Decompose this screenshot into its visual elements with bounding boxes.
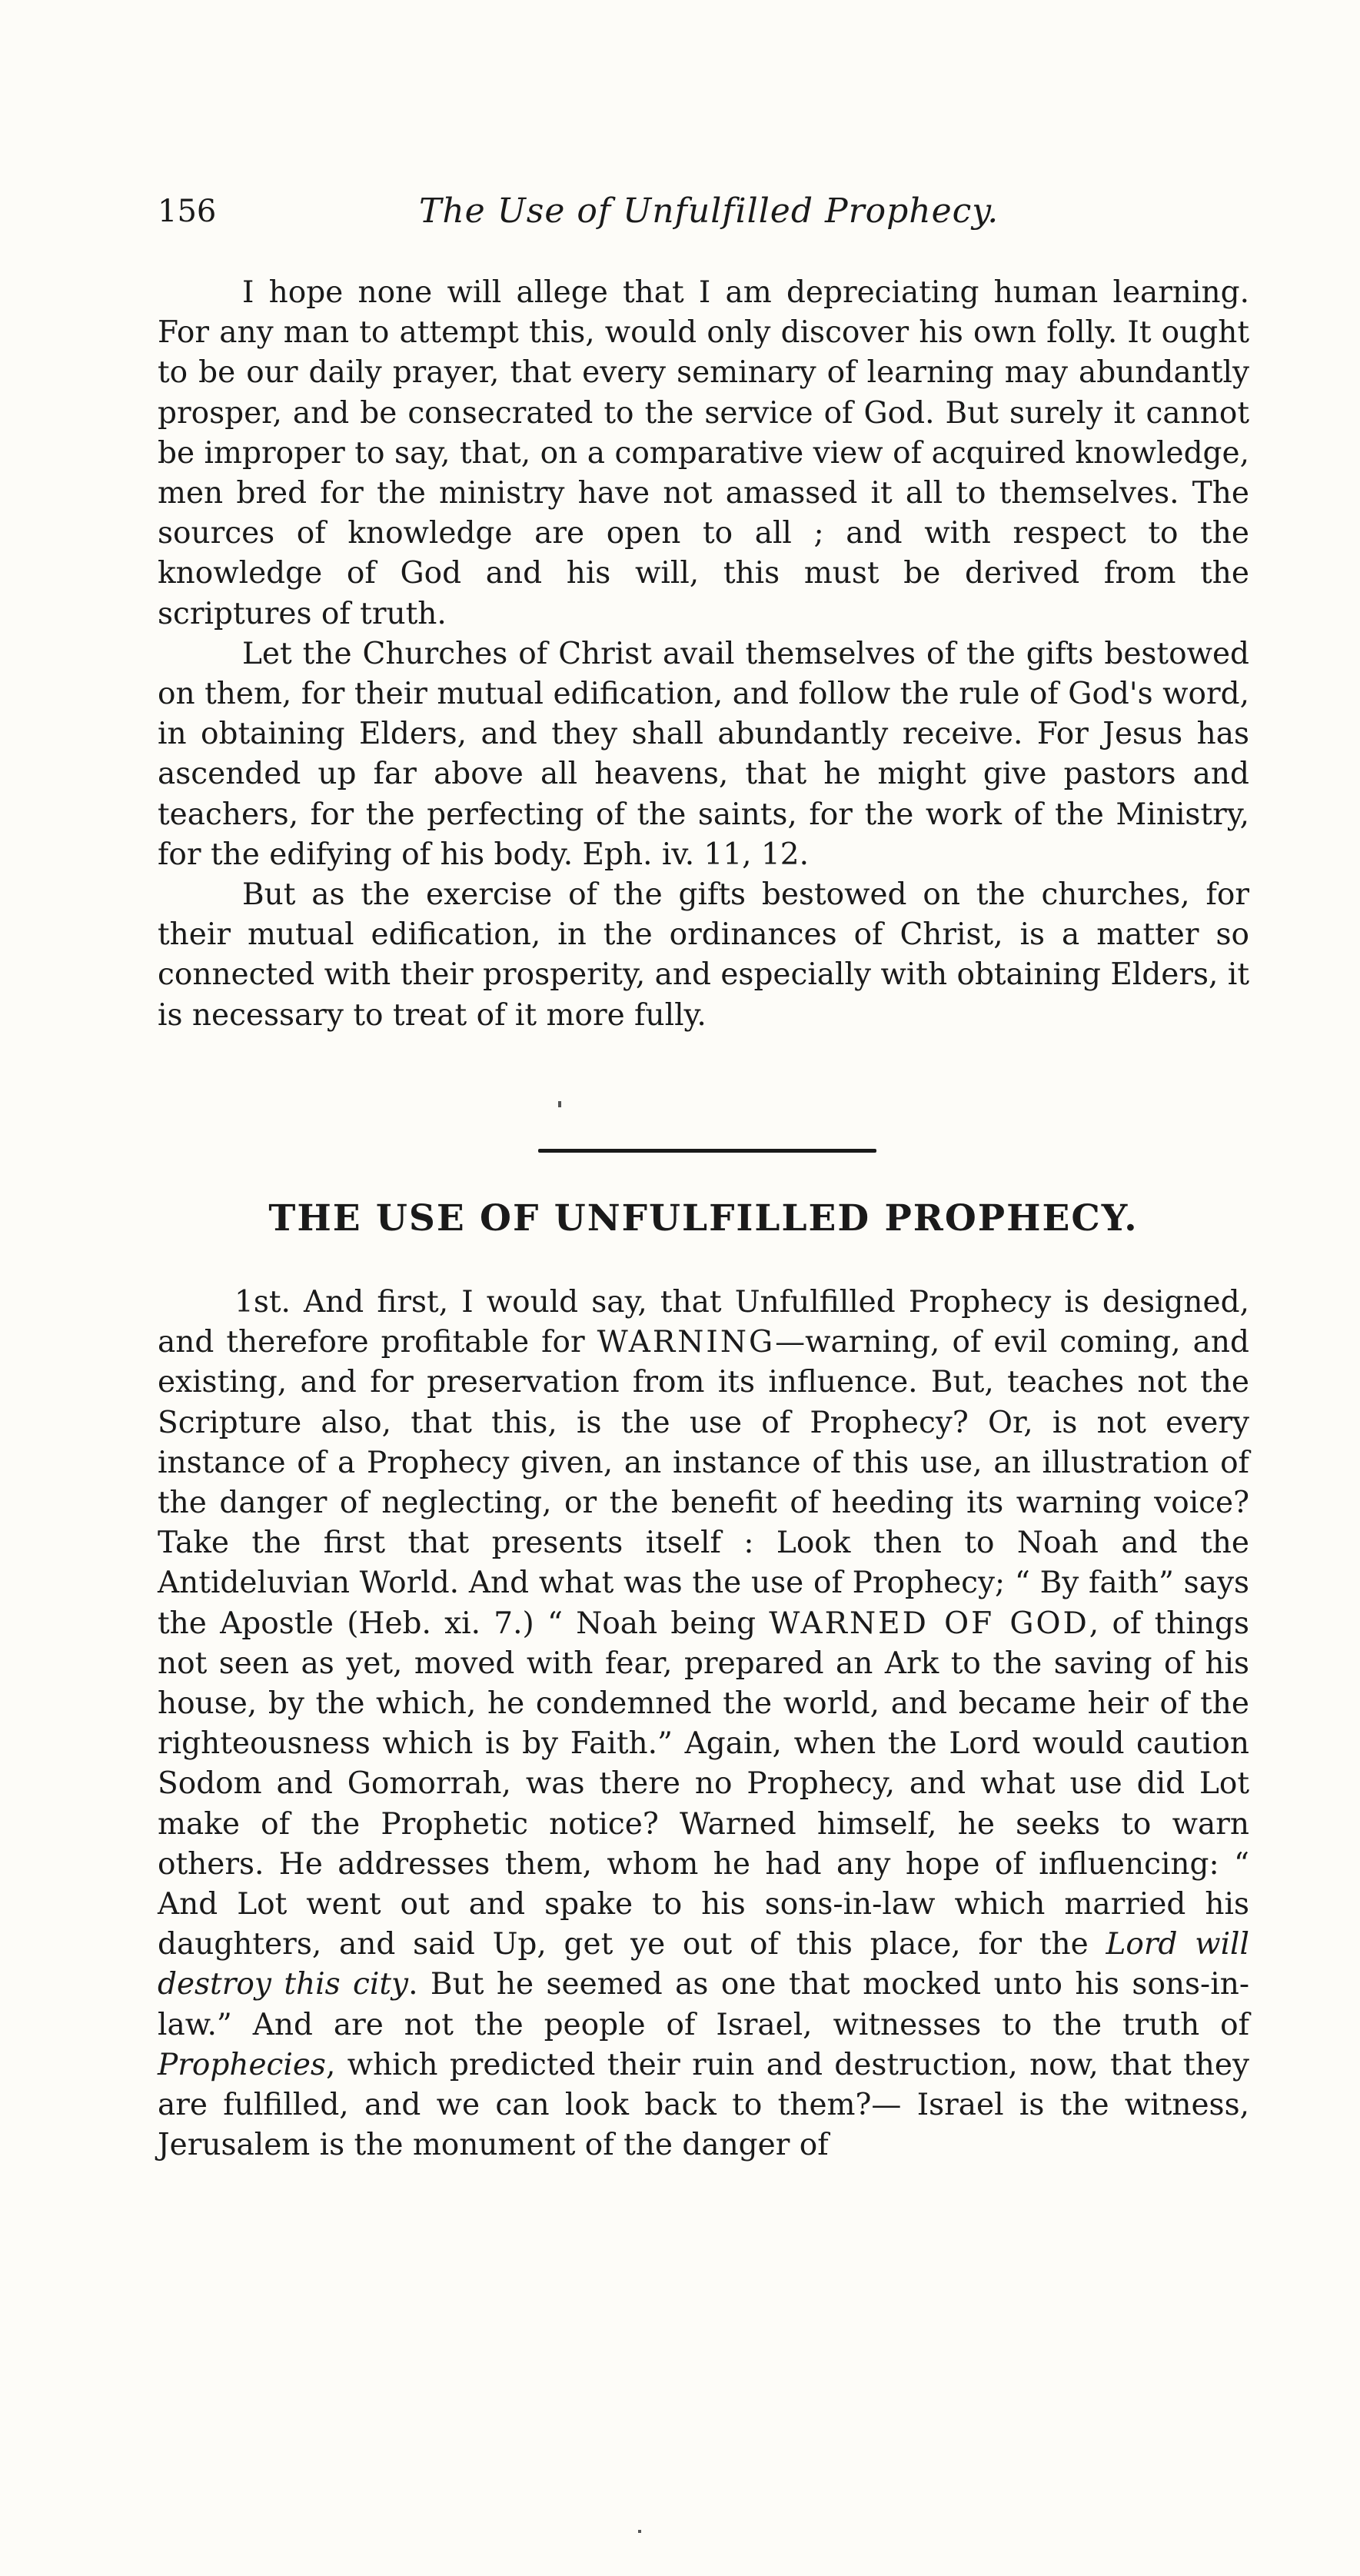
section-title: THE USE OF UNFULFILLED PROPHECY. — [268, 1197, 1139, 1240]
running-title: The Use of Unfulfilled Prophecy. — [419, 191, 999, 231]
emphasis-lord-will-destroy: Lord will destroy this city — [158, 1927, 1249, 2002]
emphasis-prophecies: Prophecies — [158, 2047, 326, 2082]
body-text: . But he seemed as one that mocked unto his sons-in-law.” And are not the people of Israel, witnesses to the truth of — [158, 1967, 1250, 2042]
section-divider — [538, 1146, 876, 1155]
paragraph-churches: Let the Churches of Christ avail themselves of the gifts bestowed on them, for their mutual edification, and follow the rule of God's word, in obtaining Elders, and they shall abundantly receive. For Jesus has ascended up far above all heavens, that he might give pastors and teachers, for the perfecting of the saints, for the work of the Ministry, for the edifying of his body. Eph. iv. 11, 12. — [158, 636, 1249, 872]
emphasis-warning: WARNING — [597, 1325, 776, 1360]
paragraph-learning: I hope none will allege that I am depreciating human learning. For any man to attempt this, would only discover his own folly. It ought to be our daily prayer, that every seminary of learning may abundantly prosper, and be consecrated to the service of God. But surely it cannot be improper to say, that, on a comparative view of acquired knowledge, men bred for the ministry have not amassed it all to themselves. The sources of knowledge are open to all ; and with respect to the knowledge of God and his will, this must be derived from the scriptures of truth. — [158, 275, 1249, 631]
ink-speck — [558, 1101, 561, 1107]
paragraph-gifts: But as the exercise of the gifts bestowed on the churches, for their mutual edification, in the ordinances of Christ, is a matter so connected with their prosperity, and especially with obtaining Elders, it is necessary to treat of it more fully. — [158, 877, 1249, 1033]
continued-text — [158, 273, 1249, 1036]
divider-rule — [538, 1149, 876, 1153]
ink-speck — [638, 2530, 641, 2533]
body-text: , of things not seen as yet, moved with fear, prepared an Ark to the saving of his house, by the which, he condemned the world, and became heir of the righteousness which is by Faith.” Again, when the Lord would caution Sodom and Gomorrah, was there no Prophecy, and what use did Lot make of the Prophetic notice? Warned himself, he seeks to warn others. He addresses them, whom he had any hope of influencing: “ And Lot went out and spake to his sons-in-law which married his daughters, and said Up, get ye out of this place, for the — [158, 1606, 1249, 1962]
body-text: 1st. And first, I would say, that Unfulfilled Prophecy is designed, and therefore profitable for — [158, 1285, 1249, 1360]
emphasis-warned-of-god: WARNED OF GOD — [769, 1606, 1089, 1641]
body-text: , which predicted their ruin and destruction, now, that they are fulfilled, and we can look back to them?— Israel is the witness, Jerusalem is the monument of the danger of — [158, 2047, 1249, 2163]
section-body-paragraph — [158, 1283, 1249, 2165]
body-text: —warning, of evil coming, and existing, and for preservation from its influence. But, teaches not the Scripture also, that this, is the use of Prophecy? Or, is not every instance of a Prophecy given, an instance of this use, an illustration of the danger of neglecting, or the benefit of heeding its warning voice? Take the first that presents itself : Look then to Noah and the Antideluvian World. And what was the use of Prophecy; “ By faith” says the Apostle (Heb. xi. 7.) “ Noah being — [158, 1325, 1249, 1641]
page-number: 156 — [158, 194, 217, 229]
page-header — [158, 185, 1249, 238]
